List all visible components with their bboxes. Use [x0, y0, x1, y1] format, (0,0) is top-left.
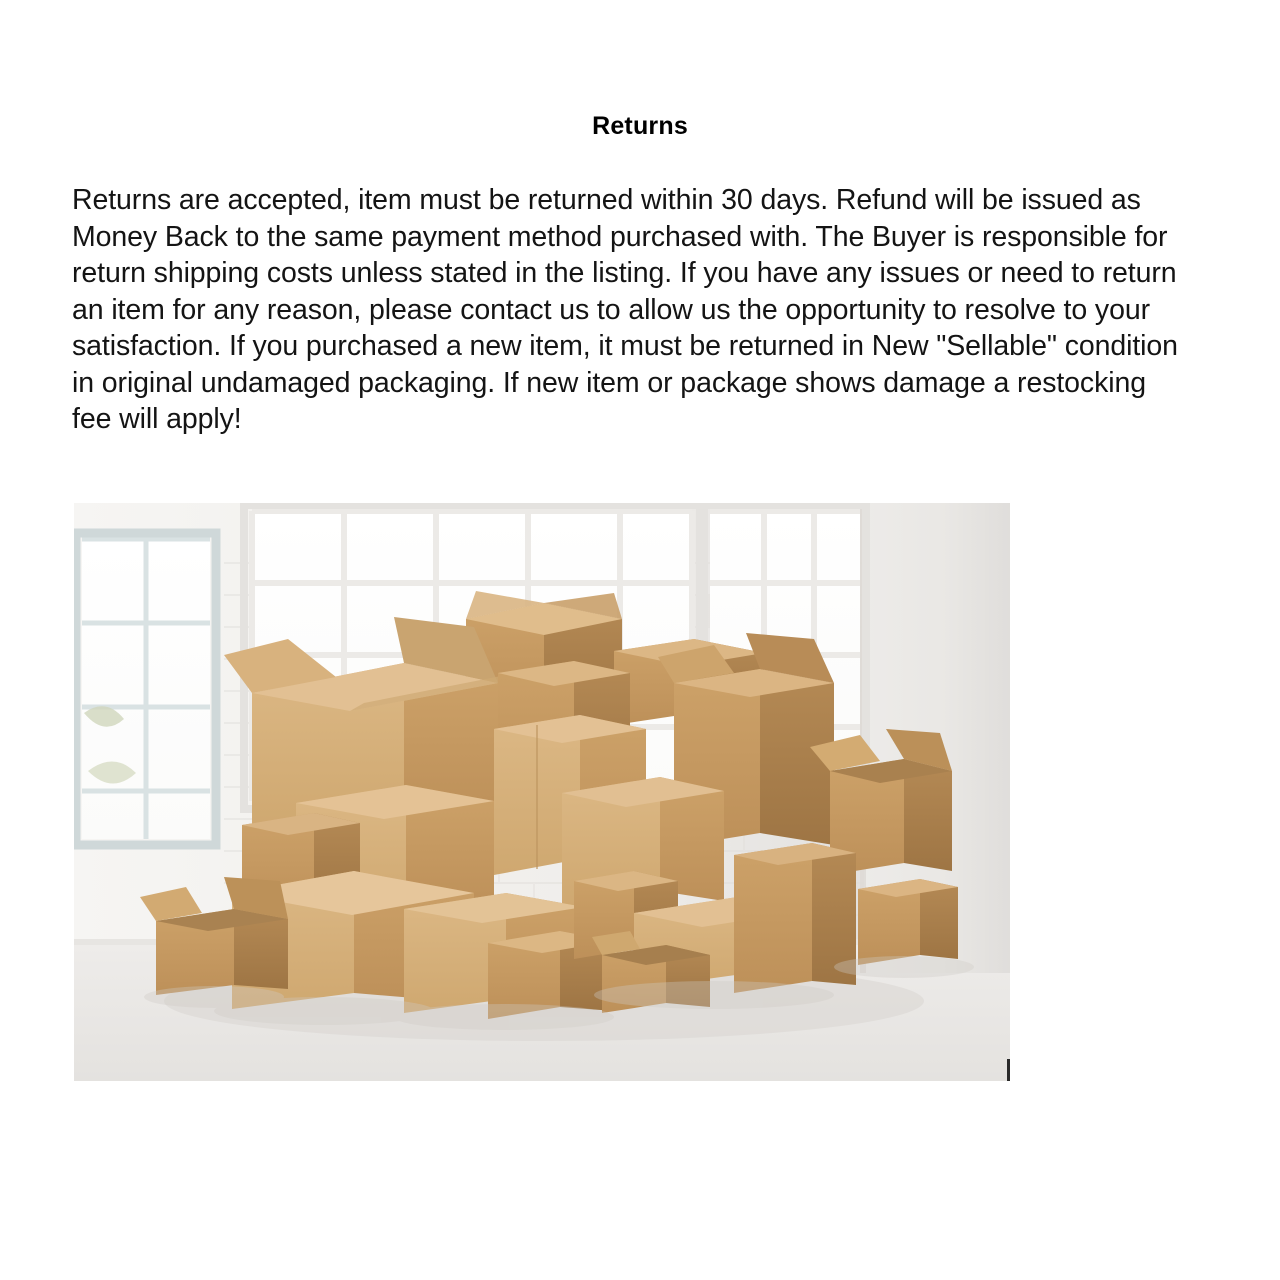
stack-of-cardboard-shipping-boxes-photo: [74, 503, 1010, 1081]
page-title: Returns: [592, 112, 688, 140]
returns-policy-text: Returns are accepted, item must be returned within 30 days. Refund will be issued as Money Back to the same payment method purchased with. The Buyer is responsible for return shipping costs unless stated in the listing. If you have any issues or need to return an item for any reason, please contact us to allow us the opportunity to resolve to your satisfaction. If you purchased a new item, it must be returned in New "Sellable" condition in original undamaged packaging. If new item or package shows damage a restocking fee will apply!: [72, 184, 1178, 435]
boxes-illustration: [74, 503, 1010, 1081]
photo-edge-mark: [1007, 1059, 1010, 1081]
